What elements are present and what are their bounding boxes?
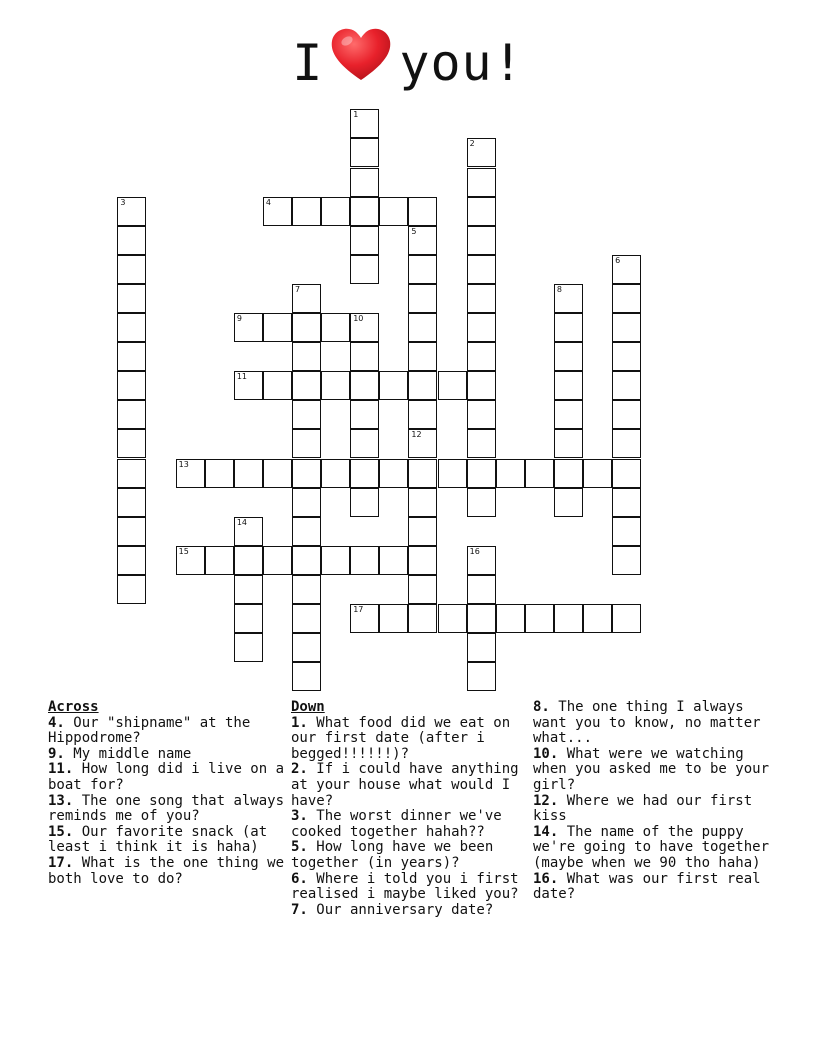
crossword-cell[interactable] xyxy=(263,371,292,400)
crossword-cell[interactable] xyxy=(379,546,408,575)
crossword-cell[interactable] xyxy=(438,604,467,633)
crossword-cell[interactable] xyxy=(467,313,496,342)
crossword-cell[interactable] xyxy=(496,604,525,633)
clue-item-text: The one song that always reminds me of you? xyxy=(48,792,285,825)
crossword-cell[interactable] xyxy=(292,575,321,604)
crossword-cell[interactable] xyxy=(321,459,350,488)
clue-item-number: 15. xyxy=(48,823,74,840)
crossword-cell[interactable] xyxy=(117,197,146,226)
crossword-cell[interactable] xyxy=(379,371,408,400)
clue-number: 6 xyxy=(615,255,621,265)
crossword-cell[interactable] xyxy=(117,226,146,255)
clue-item xyxy=(533,825,773,872)
crossword-cell[interactable] xyxy=(612,313,641,342)
down-heading: Down xyxy=(291,699,325,715)
title-text-after: you! xyxy=(399,34,524,92)
crossword-cell[interactable] xyxy=(350,168,379,197)
clue-item xyxy=(48,825,284,856)
crossword-cell[interactable] xyxy=(554,488,583,517)
crossword-cell[interactable] xyxy=(612,604,641,633)
crossword-cell[interactable] xyxy=(554,429,583,458)
crossword-cell[interactable] xyxy=(234,459,263,488)
crossword-cell[interactable] xyxy=(438,371,467,400)
crossword-cell[interactable] xyxy=(554,400,583,429)
crossword-cell[interactable] xyxy=(612,255,641,284)
crossword-cell[interactable] xyxy=(117,575,146,604)
crossword-cell[interactable] xyxy=(583,459,612,488)
crossword-cell[interactable] xyxy=(117,255,146,284)
crossword-cell[interactable] xyxy=(292,662,321,691)
clue-item-number: 4. xyxy=(48,714,65,731)
down-clues xyxy=(291,700,523,918)
clue-item-number: 1. xyxy=(291,714,308,731)
crossword-cell[interactable] xyxy=(467,284,496,313)
crossword-cell[interactable] xyxy=(612,429,641,458)
crossword-cell[interactable] xyxy=(408,604,437,633)
clue-item xyxy=(291,903,523,919)
crossword-cell[interactable] xyxy=(117,400,146,429)
crossword-cell[interactable] xyxy=(350,313,379,342)
crossword-cell[interactable] xyxy=(467,255,496,284)
crossword-cell[interactable] xyxy=(350,488,379,517)
crossword-cell[interactable] xyxy=(408,546,437,575)
crossword-cell[interactable] xyxy=(554,371,583,400)
crossword-cell[interactable] xyxy=(321,313,350,342)
crossword-cell[interactable] xyxy=(263,197,292,226)
crossword-cell[interactable] xyxy=(292,371,321,400)
clue-item-text: My middle name xyxy=(64,745,192,762)
crossword-cell[interactable] xyxy=(408,342,437,371)
crossword-cell[interactable] xyxy=(234,633,263,662)
crossword-cell[interactable] xyxy=(467,604,496,633)
clue-item-text: The name of the puppy we're going to have together (maybe when we 90 tho haha) xyxy=(533,823,770,871)
crossword-cell[interactable] xyxy=(554,342,583,371)
crossword-cell[interactable] xyxy=(292,488,321,517)
down-clues-continued xyxy=(533,700,773,903)
crossword-cell[interactable] xyxy=(612,342,641,371)
across-heading: Across xyxy=(48,699,99,715)
crossword-cell[interactable] xyxy=(554,284,583,313)
crossword-cell[interactable] xyxy=(263,313,292,342)
crossword-cell[interactable] xyxy=(350,342,379,371)
clue-item-number: 17. xyxy=(48,854,74,871)
crossword-cell[interactable] xyxy=(612,400,641,429)
crossword-cell[interactable] xyxy=(292,633,321,662)
clue-item-number: 9. xyxy=(48,745,65,762)
crossword-cell[interactable] xyxy=(350,429,379,458)
clue-number: 13 xyxy=(178,459,189,469)
crossword-cell[interactable] xyxy=(117,488,146,517)
crossword-cell[interactable] xyxy=(408,371,437,400)
crossword-cell[interactable] xyxy=(292,313,321,342)
crossword-cell[interactable] xyxy=(612,517,641,546)
clue-number: 16 xyxy=(469,546,480,556)
crossword-cell[interactable] xyxy=(350,109,379,138)
clue-number: 7 xyxy=(295,284,301,294)
crossword-cell[interactable] xyxy=(292,546,321,575)
clue-item-text: The one thing I always want you to know, no matter what... xyxy=(533,699,761,747)
crossword-cell[interactable] xyxy=(408,575,437,604)
crossword-cell[interactable] xyxy=(379,197,408,226)
clue-item xyxy=(533,700,773,747)
crossword-cell[interactable] xyxy=(234,517,263,546)
clue-number: 9 xyxy=(236,314,242,323)
clue-item-text: Our "shipname" at the Hippodrome? xyxy=(48,714,251,747)
clue-item xyxy=(291,762,523,809)
crossword-cell[interactable] xyxy=(408,313,437,342)
clue-item xyxy=(291,840,523,871)
crossword-cell[interactable] xyxy=(350,371,379,400)
crossword-cell[interactable] xyxy=(612,284,641,313)
clue-number: 17 xyxy=(353,605,364,614)
clue-item-text: What was our first real date? xyxy=(533,870,761,903)
crossword-cell[interactable] xyxy=(117,284,146,313)
crossword-cell[interactable] xyxy=(350,546,379,575)
crossword-cell[interactable] xyxy=(350,138,379,167)
clue-item-text: The worst dinner we've cooked together hahah?? xyxy=(291,808,502,840)
clue-item xyxy=(533,747,773,794)
clue-item-number: 6. xyxy=(291,870,308,887)
crossword-cell[interactable] xyxy=(525,459,554,488)
crossword-cell[interactable] xyxy=(408,400,437,429)
clue-item xyxy=(48,794,284,825)
clue-item-number: 2. xyxy=(291,761,308,778)
crossword-cell[interactable] xyxy=(117,517,146,546)
clue-item-text: Our favorite snack (at least i think it is haha) xyxy=(48,823,268,856)
clue-number: 12 xyxy=(411,430,422,440)
clue-item-text: What food did we eat on our first date (after i begged!!!!!!)? xyxy=(291,714,511,762)
crossword-cell[interactable] xyxy=(292,604,321,633)
crossword-cell[interactable] xyxy=(292,197,321,226)
crossword-cell[interactable] xyxy=(292,459,321,488)
crossword-cell[interactable] xyxy=(292,429,321,458)
crossword-cell[interactable] xyxy=(467,168,496,197)
clue-number: 3 xyxy=(120,197,126,207)
clue-item xyxy=(48,716,284,747)
clue-number: 11 xyxy=(236,372,247,382)
crossword-cell[interactable] xyxy=(379,459,408,488)
crossword-cell[interactable] xyxy=(467,459,496,488)
across-clues xyxy=(48,700,284,887)
clue-item-text: How long did i live on a boat for? xyxy=(48,761,285,793)
clue-item xyxy=(291,716,523,763)
crossword-cell[interactable] xyxy=(467,197,496,226)
crossword-cell[interactable] xyxy=(438,459,467,488)
crossword-cell[interactable] xyxy=(612,459,641,488)
crossword-cell[interactable] xyxy=(583,604,612,633)
crossword-cell[interactable] xyxy=(234,546,263,575)
crossword-cell[interactable] xyxy=(408,226,437,255)
crossword-cell[interactable] xyxy=(467,662,496,691)
crossword-cell[interactable] xyxy=(117,546,146,575)
crossword-cell[interactable] xyxy=(467,546,496,575)
crossword-cell[interactable] xyxy=(467,488,496,517)
crossword-cell[interactable] xyxy=(612,371,641,400)
clue-number: 8 xyxy=(556,284,562,294)
clue-item-text: Where i told you i first realised i maybe liked you? xyxy=(291,870,519,903)
clue-number: 4 xyxy=(265,197,271,207)
crossword-cell[interactable] xyxy=(263,459,292,488)
crossword-cell[interactable] xyxy=(554,313,583,342)
crossword-cell[interactable] xyxy=(117,429,146,458)
crossword-cell[interactable] xyxy=(467,575,496,604)
clue-item-text: If i could have anything at your house what would I have? xyxy=(291,761,519,809)
clue-number: 1 xyxy=(353,110,359,120)
clue-number: 5 xyxy=(411,226,417,236)
title-text-before: I xyxy=(292,34,324,92)
crossword-cell[interactable] xyxy=(408,284,437,313)
clue-item xyxy=(48,762,284,793)
clue-item xyxy=(291,872,523,903)
clue-item xyxy=(48,747,284,763)
crossword-cell[interactable] xyxy=(554,459,583,488)
crossword-cell[interactable] xyxy=(408,488,437,517)
crossword-cell[interactable] xyxy=(205,459,234,488)
clue-item xyxy=(533,872,773,903)
clue-item-number: 3. xyxy=(291,808,308,825)
crossword-cell[interactable] xyxy=(350,459,379,488)
clue-item-number: 11. xyxy=(48,761,74,778)
crossword-cell[interactable] xyxy=(467,633,496,662)
clue-item-text: What is the one thing we both love to do? xyxy=(48,854,285,887)
clue-item-number: 16. xyxy=(533,870,559,887)
crossword-cell[interactable] xyxy=(408,459,437,488)
crossword-cell[interactable] xyxy=(408,197,437,226)
clue-item-text: How long have we been together (in years)? xyxy=(291,839,494,871)
clue-item xyxy=(48,856,284,887)
crossword-cell[interactable] xyxy=(496,459,525,488)
crossword-cell[interactable] xyxy=(612,488,641,517)
crossword-cell[interactable] xyxy=(408,255,437,284)
clue-item xyxy=(533,794,773,825)
crossword-cell[interactable] xyxy=(467,226,496,255)
crossword-cell[interactable] xyxy=(234,604,263,633)
crossword-cell[interactable] xyxy=(408,429,437,458)
clue-number: 2 xyxy=(469,139,475,149)
crossword-cell[interactable] xyxy=(321,371,350,400)
clue-item xyxy=(291,809,523,840)
crossword-cell[interactable] xyxy=(467,342,496,371)
clue-item-number: 8. xyxy=(533,699,550,715)
crossword-cell[interactable] xyxy=(176,546,205,575)
crossword-cell[interactable] xyxy=(292,284,321,313)
crossword-cell[interactable] xyxy=(234,313,263,342)
clue-item-text: Our anniversary date? xyxy=(307,901,494,918)
crossword-cell[interactable] xyxy=(467,371,496,400)
crossword-cell[interactable] xyxy=(117,459,146,488)
crossword-cell[interactable] xyxy=(467,429,496,458)
crossword-cell[interactable] xyxy=(350,197,379,226)
crossword-cell[interactable] xyxy=(350,226,379,255)
clue-number: 14 xyxy=(236,517,247,527)
clue-item-text: What were we watching when you asked me to be your girl? xyxy=(533,745,770,793)
clue-number: 15 xyxy=(178,546,189,556)
crossword-cell[interactable] xyxy=(234,575,263,604)
clue-item-number: 14. xyxy=(533,823,559,840)
crossword-cell[interactable] xyxy=(350,604,379,633)
clue-item-number: 5. xyxy=(291,839,308,856)
crossword-cell[interactable] xyxy=(467,138,496,167)
clue-item-number: 12. xyxy=(533,792,559,809)
crossword-cell[interactable] xyxy=(525,604,554,633)
crossword-cell[interactable] xyxy=(612,546,641,575)
crossword-cell[interactable] xyxy=(117,371,146,400)
crossword-cell[interactable] xyxy=(321,197,350,226)
crossword-cell[interactable] xyxy=(379,604,408,633)
clue-item-number: 7. xyxy=(291,901,308,918)
crossword-cell[interactable] xyxy=(408,517,437,546)
crossword-cell[interactable] xyxy=(117,342,146,371)
clue-item-text: Where we had our first kiss xyxy=(533,792,753,825)
crossword-cell[interactable] xyxy=(321,546,350,575)
crossword-cell[interactable] xyxy=(292,400,321,429)
crossword-cell[interactable] xyxy=(234,371,263,400)
crossword-cell[interactable] xyxy=(263,546,292,575)
crossword-cell[interactable] xyxy=(292,517,321,546)
crossword-cell[interactable] xyxy=(117,313,146,342)
crossword-cell[interactable] xyxy=(350,400,379,429)
crossword-cell[interactable] xyxy=(350,255,379,284)
crossword-cell[interactable] xyxy=(467,400,496,429)
crossword-cell[interactable] xyxy=(554,604,583,633)
clue-number: 10 xyxy=(353,314,364,323)
clue-item-number: 10. xyxy=(533,745,559,762)
crossword-cell[interactable] xyxy=(176,459,205,488)
crossword-cell[interactable] xyxy=(292,342,321,371)
clue-item-number: 13. xyxy=(48,792,74,809)
crossword-cell[interactable] xyxy=(205,546,234,575)
